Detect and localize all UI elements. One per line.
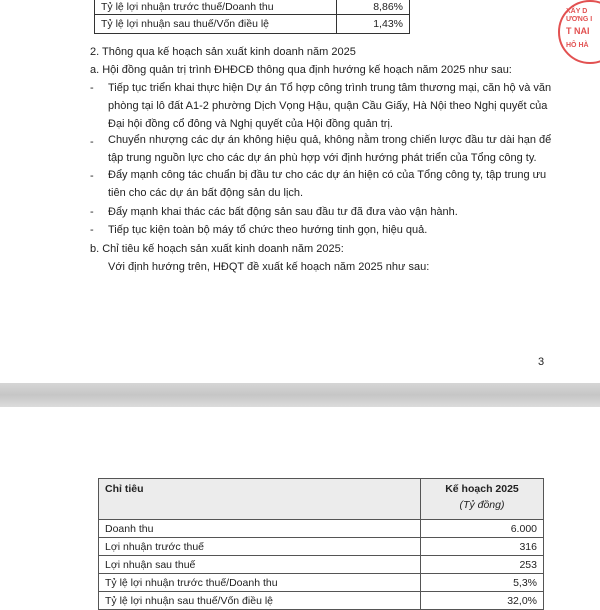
bullet-text: phòng tại lô đất A1-2 phường Dịch Vọng Hậu, quận Cầu Giấy, Hà Nội theo Nghị quyết của [108,100,548,112]
bullet-dash: - [90,170,94,182]
bullet-text: tiên cho các dự án bất động sản du lịch. [108,187,304,199]
bullet-text: Đẩy mạnh công tác chuẩn bị đầu tư cho các dự án hiện có của Tổng công ty, tập trung ưu [108,169,547,181]
bullet-text: Đại hội đồng cổ đông và Nghị quyết của Hội đồng quản trị. [108,118,393,130]
row-label: Tỷ lệ lợi nhuận trước thuế/Doanh thu [95,0,337,15]
table-row [99,574,544,592]
row-value: 6.000 [421,520,544,538]
row-label: Lợi nhuận trước thuế [99,538,421,556]
bullet-dash: - [90,224,94,236]
bullet-dash: - [90,206,94,218]
seal-text: T NAI [566,26,590,36]
section-heading: 2. Thông qua kế hoạch sản xuất kinh doanh năm 2025 [90,46,356,58]
bullet-text: tập trung nguồn lực cho các dự án phù hợp với định hướng phát triển của Tổng công ty. [108,152,537,164]
section-a: a. Hội đồng quản trị trình ĐHĐCĐ thông qua định hướng kế hoạch năm 2025 như sau: [90,64,512,76]
summary-table [94,0,410,34]
page-number: 3 [538,356,545,368]
row-label: Tỷ lệ lợi nhuận trước thuế/Doanh thu [99,574,421,592]
row-value: 1,43% [337,15,410,34]
row-value: 8,86% [337,0,410,15]
row-value: 32,0% [421,592,544,610]
table-row [95,15,410,34]
row-value: 5,3% [421,574,544,592]
table-row [99,592,544,610]
header-unit: (Tỷ đồng) [459,499,505,511]
section-b: b. Chỉ tiêu kế hoạch sản xuất kinh doanh năm 2025: [90,243,344,255]
bullet-dash: - [90,136,94,148]
bullet-text: Tiếp tục kiện toàn bộ máy tổ chức theo hướng tinh gọn, hiệu quả. [108,224,428,236]
bullet-dash: - [90,82,94,94]
document-page-4 [0,407,600,607]
seal-text: HÔ HÀ [566,42,589,49]
table-header-row [99,479,544,520]
row-value: 253 [421,556,544,574]
row-label: Tỷ lệ lợi nhuận sau thuế/Vốn điều lệ [95,15,337,34]
seal-text: XÂY D [566,8,588,15]
seal-text: ƯƠNG I [566,16,593,23]
bullet-text: Tiếp tục triển khai thực hiện Dự án Tổ hợp công trình trung tâm thương mại, căn hộ và văn [108,82,552,94]
row-label: Doanh thu [99,520,421,538]
row-label: Tỷ lệ lợi nhuận sau thuế/Vốn điều lệ [99,592,421,610]
header-value-cell [421,479,544,520]
plan-table [98,478,544,610]
row-label: Lợi nhuận sau thuế [99,556,421,574]
table-row [99,520,544,538]
row-value: 316 [421,538,544,556]
bullet-text: Đẩy mạnh khai thác các bất động sản sau đầu tư đã đưa vào vận hành. [108,206,458,218]
page-separator [0,383,600,407]
bullet-text: Chuyển nhượng các dự án không hiệu quả, không nằm trong chiến lược đầu tư dài hạn để [108,134,552,146]
table-row [99,538,544,556]
header-value: Kế hoạch 2025 [445,483,519,495]
section-b-sub: Với định hướng trên, HĐQT đề xuất kế hoạch năm 2025 như sau: [108,261,430,273]
company-seal [558,0,600,64]
header-label: Chỉ tiêu [99,479,421,520]
table-row [95,0,410,15]
table-row [99,556,544,574]
